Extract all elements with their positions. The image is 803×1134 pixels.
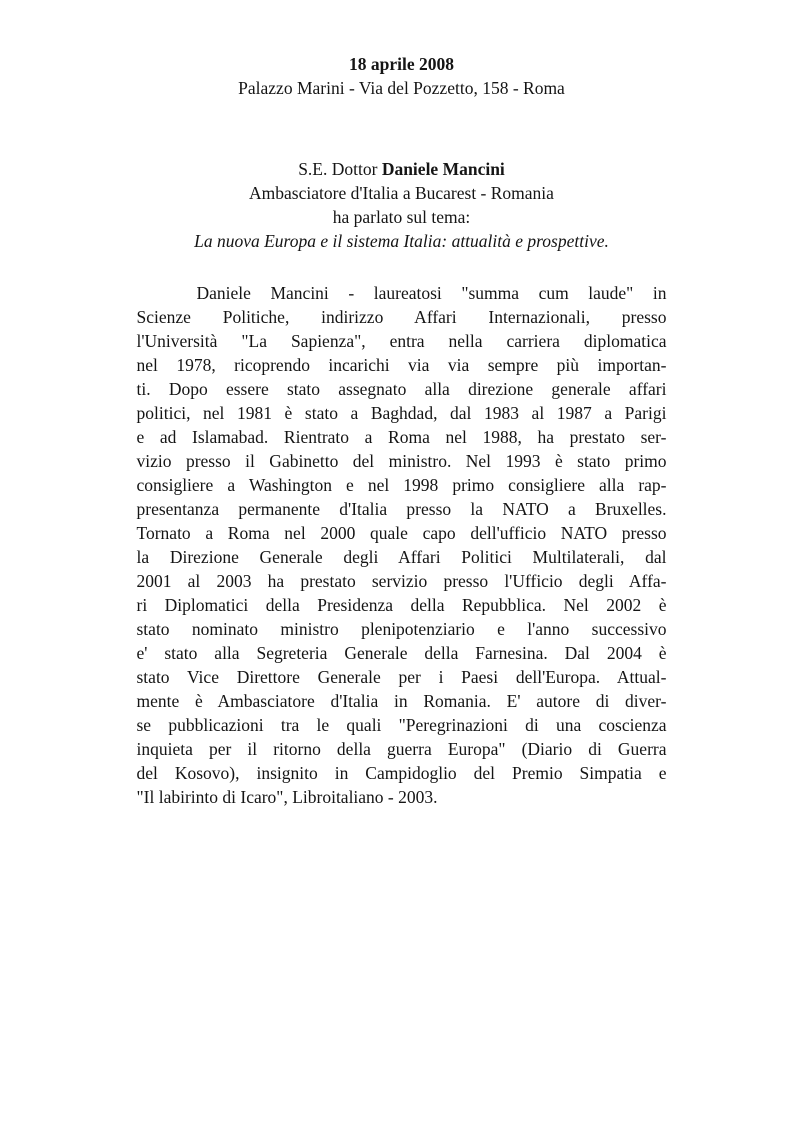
speaker-role: Ambasciatore d'Italia a Bucarest - Romania <box>249 183 554 203</box>
speaker-title: S.E. Dottor <box>298 159 382 179</box>
speaker-line <box>137 157 667 181</box>
bio-line: ri Diplomatici della Presidenza della Repubblica. Nel 2002 è <box>136 595 667 615</box>
bio-line: politici, nel 1981 è stato a Baghdad, dal 1983 al 1987 a Parigi <box>136 403 667 423</box>
bio-line: la Direzione Generale degli Affari Politici Multilaterali, dal <box>136 547 667 567</box>
bio-line: Scienze Politiche, indirizzo Affari Internazionali, presso <box>136 307 667 327</box>
bio-line: 2001 al 2003 ha prestato servizio presso l'Ufficio degli Affa- <box>136 571 667 591</box>
biography-paragraph <box>137 281 667 809</box>
bio-line: nel 1978, ricoprendo incarichi via via sempre più importan- <box>136 355 667 375</box>
event-date: 18 aprile 2008 <box>349 54 454 74</box>
bio-line: stato Vice Direttore Generale per i Paesi dell'Europa. Attual- <box>136 667 667 687</box>
bio-line: Daniele Mancini - laureatosi "summa cum laude" in <box>196 283 667 303</box>
bio-line: e ad Islamabad. Rientrato a Roma nel 1988, ha prestato ser- <box>136 427 667 447</box>
bio-line: stato nominato ministro plenipotenziario e l'anno successivo <box>136 619 667 639</box>
bio-line: mente è Ambasciatore d'Italia in Romania. E' autore di diver- <box>136 691 667 711</box>
bio-line: se pubblicazioni tra le quali "Peregrinazioni di una coscienza <box>136 715 667 735</box>
bio-line: presentanza permanente d'Italia presso la NATO a Bruxelles. <box>136 499 667 519</box>
body-spacer <box>137 253 667 281</box>
bio-line: consigliere a Washington e nel 1998 primo consigliere alla rap- <box>136 475 667 495</box>
bio-line: inquieta per il ritorno della guerra Europa" (Diario di Guerra <box>136 739 667 759</box>
header-spacer <box>137 100 667 157</box>
bio-line: ti. Dopo essere stato assegnato alla direzione generale affari <box>136 379 667 399</box>
bio-line: Tornato a Roma nel 2000 quale capo dell'ufficio NATO presso <box>136 523 667 543</box>
talk-theme: La nuova Europa e il sistema Italia: attualità e prospettive. <box>194 231 609 251</box>
bio-line: l'Università "La Sapienza", entra nella carriera diplomatica <box>136 331 667 351</box>
document-content <box>137 0 667 809</box>
bio-line: "Il labirinto di Icaro", Libroitaliano - 2003. <box>136 787 438 807</box>
bio-line: del Kosovo), insignito in Campidoglio del Premio Simpatia e <box>136 763 667 783</box>
event-venue: Palazzo Marini - Via del Pozzetto, 158 - Roma <box>238 78 565 98</box>
speaker-name: Daniele Mancini <box>381 159 505 179</box>
bio-line: vizio presso il Gabinetto del ministro. Nel 1993 è stato primo <box>136 451 667 471</box>
bio-line: e' stato alla Segreteria Generale della Farnesina. Dal 2004 è <box>136 643 667 663</box>
intro-line: ha parlato sul tema: <box>332 207 471 227</box>
